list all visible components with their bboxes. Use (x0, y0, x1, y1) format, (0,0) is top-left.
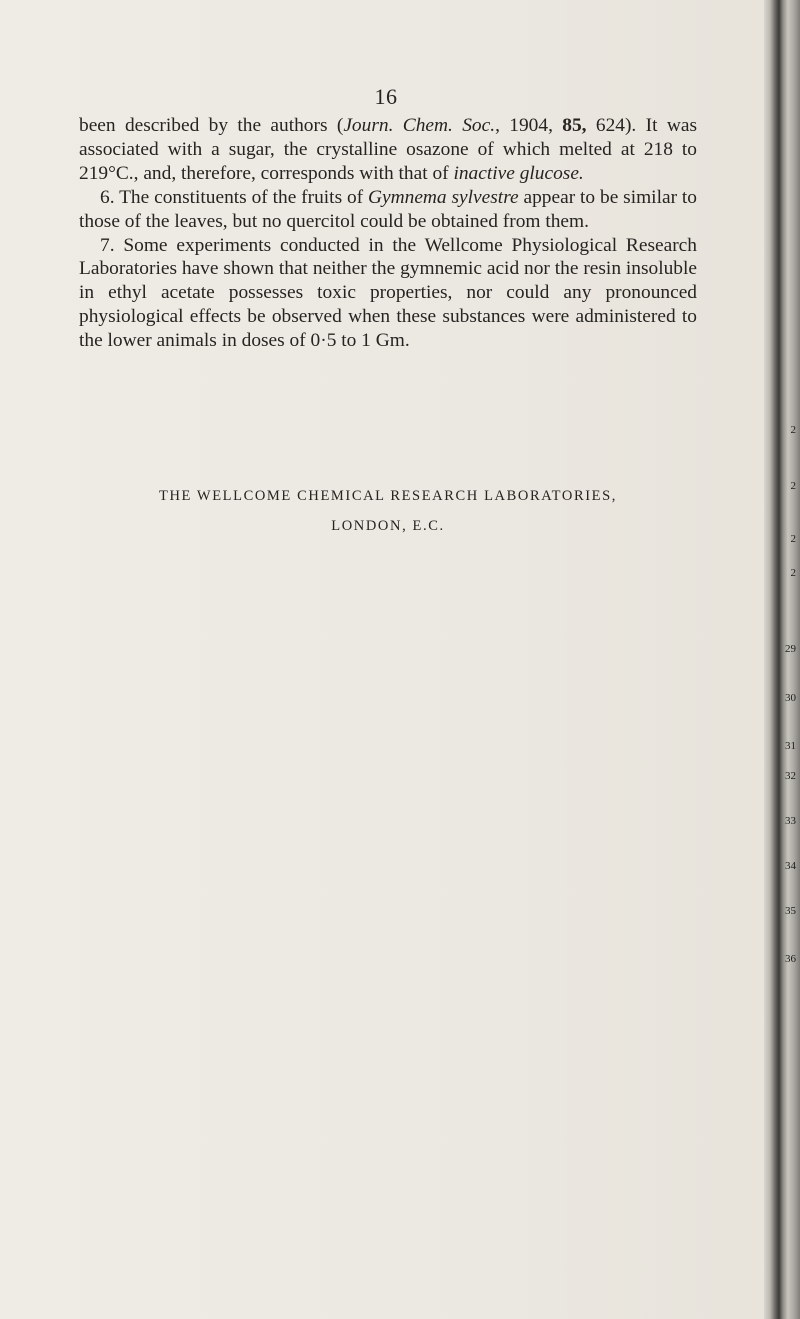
paragraph-text: been described by the authors ( (79, 115, 344, 136)
edge-number: 29 (785, 643, 796, 655)
paragraph-text: 6. The constituents of the fruits of (100, 186, 369, 208)
species-name: Gymnema sylvestre (368, 186, 519, 208)
paragraph-text: appear to be similar to those of the leaves, but no quercitol could be obtained from them. (79, 186, 697, 232)
italic-term: inactive glucose. (453, 162, 584, 184)
citation-year: , 1904, (495, 115, 563, 136)
edge-number: 2 (790, 567, 796, 579)
edge-number: 30 (785, 692, 796, 704)
page-number: 16 (374, 84, 398, 109)
paragraph-continuation (79, 114, 697, 186)
edge-number: 2 (790, 533, 796, 545)
edge-number: 33 (785, 815, 796, 827)
edge-number: 2 (790, 480, 796, 492)
signature-institution: THE WELLCOME CHEMICAL RESEARCH LABORATORIES, (158, 488, 617, 504)
paragraph-text: 624). It was associated with a sugar, the crystalline osazone of which melted at 218 to 219°C., and, therefore, corresponds with that of (79, 115, 698, 184)
signature-location: LONDON, E.C. (331, 518, 445, 534)
binding-edge (764, 0, 800, 1319)
edge-number: 31 (785, 740, 796, 752)
edge-number: 2 (790, 424, 796, 436)
edge-number: 36 (785, 953, 796, 965)
edge-number: 32 (785, 770, 796, 782)
paragraph-7: 7. Some experiments conducted in the Wellcome Physiological Research Laboratories have shown that neither the gymnemic acid nor the resin insoluble in ethyl acetate possesses toxic properties, nor could any pronounced physiological effects be observed when these substances were administered to the lower animals in doses of 0·5 to 1 Gm. (79, 234, 697, 352)
body-text (79, 114, 697, 353)
citation-volume: 85, (562, 115, 587, 136)
edge-number: 35 (785, 905, 796, 917)
edge-number: 34 (785, 860, 796, 872)
journal-citation: Journ. Chem. Soc. (343, 115, 496, 136)
paragraph-6 (79, 186, 697, 234)
